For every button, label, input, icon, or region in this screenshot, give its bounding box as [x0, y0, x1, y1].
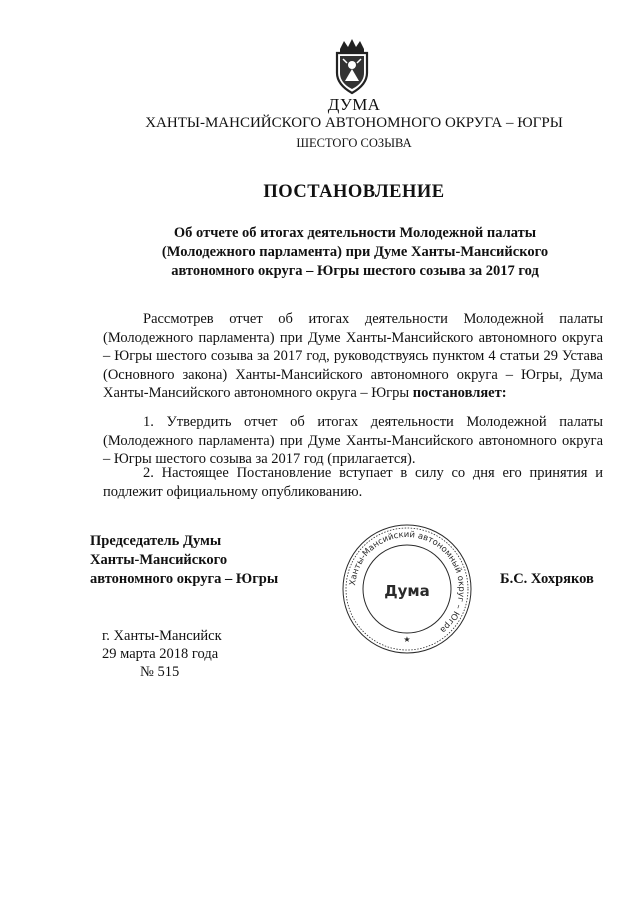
position-line: автономного округа – Югры — [90, 571, 279, 587]
document-subject — [110, 224, 600, 281]
seal-ring-text: Ханты-Мансийский автономный округ – Югра — [348, 529, 467, 635]
item-2-paragraph: 2. Настоящее Постановление вступает в силу со дня его принятия и подлежит официальному опубликованию. — [103, 465, 603, 500]
position-line: Ханты-Мансийского — [90, 552, 228, 568]
preamble-text: Рассмотрев отчет об итогах деятельности Молодежной палаты (Молодежного парламента) при Думе Ханты-Мансийского автономного округа – Югры шестого созыва за 2017 год, руководствуясь пунктом 4 статьи 29 Устава (Основного закона) Ханты-Мансийского автономного округа – Югры, Дума Ханты-Мансийского автономного округа – Югры — [103, 311, 603, 402]
subject-line: Об отчете об итогах деятельности Молодежной палаты — [173, 225, 537, 241]
subject-line: автономного округа – Югры шестого созыва за 2017 год — [171, 263, 539, 279]
adoption-date: 29 марта 2018 года — [102, 646, 219, 662]
place-of-adoption: г. Ханты-Мансийск — [102, 628, 222, 644]
item-1-paragraph: 1. Утвердить отчет об итогах деятельности Молодежной палаты (Молодежного парламента) при Думе Ханты-Мансийского автономного округа – Югры шестого созыва за 2017 год (прилагается). — [103, 414, 603, 468]
header-okrug: ХАНТЫ-МАНСИЙСКОГО АВТОНОМНОГО ОКРУГА – ЮГРЫ — [145, 115, 563, 131]
seal-star-icon: ★ — [403, 635, 411, 644]
seal-center-text: Дума — [384, 582, 430, 600]
header-duma: ДУМА — [327, 95, 381, 114]
document-type: ПОСТАНОВЛЕНИЕ — [263, 182, 445, 202]
header-sozyv: ШЕСТОГО СОЗЫВА — [296, 136, 412, 150]
official-seal — [340, 522, 474, 656]
coat-of-arms-icon — [330, 37, 374, 95]
position-line: Председатель Думы — [90, 533, 222, 549]
document-number: № 515 — [140, 664, 180, 680]
resolves-word: постановляет: — [412, 385, 507, 402]
subject-line: (Молодежного парламента) при Думе Ханты-Мансийского — [161, 244, 549, 260]
preamble-paragraph — [103, 310, 603, 403]
signatory-name: Б.С. Хохряков — [500, 571, 594, 587]
signatory-position — [90, 532, 278, 589]
